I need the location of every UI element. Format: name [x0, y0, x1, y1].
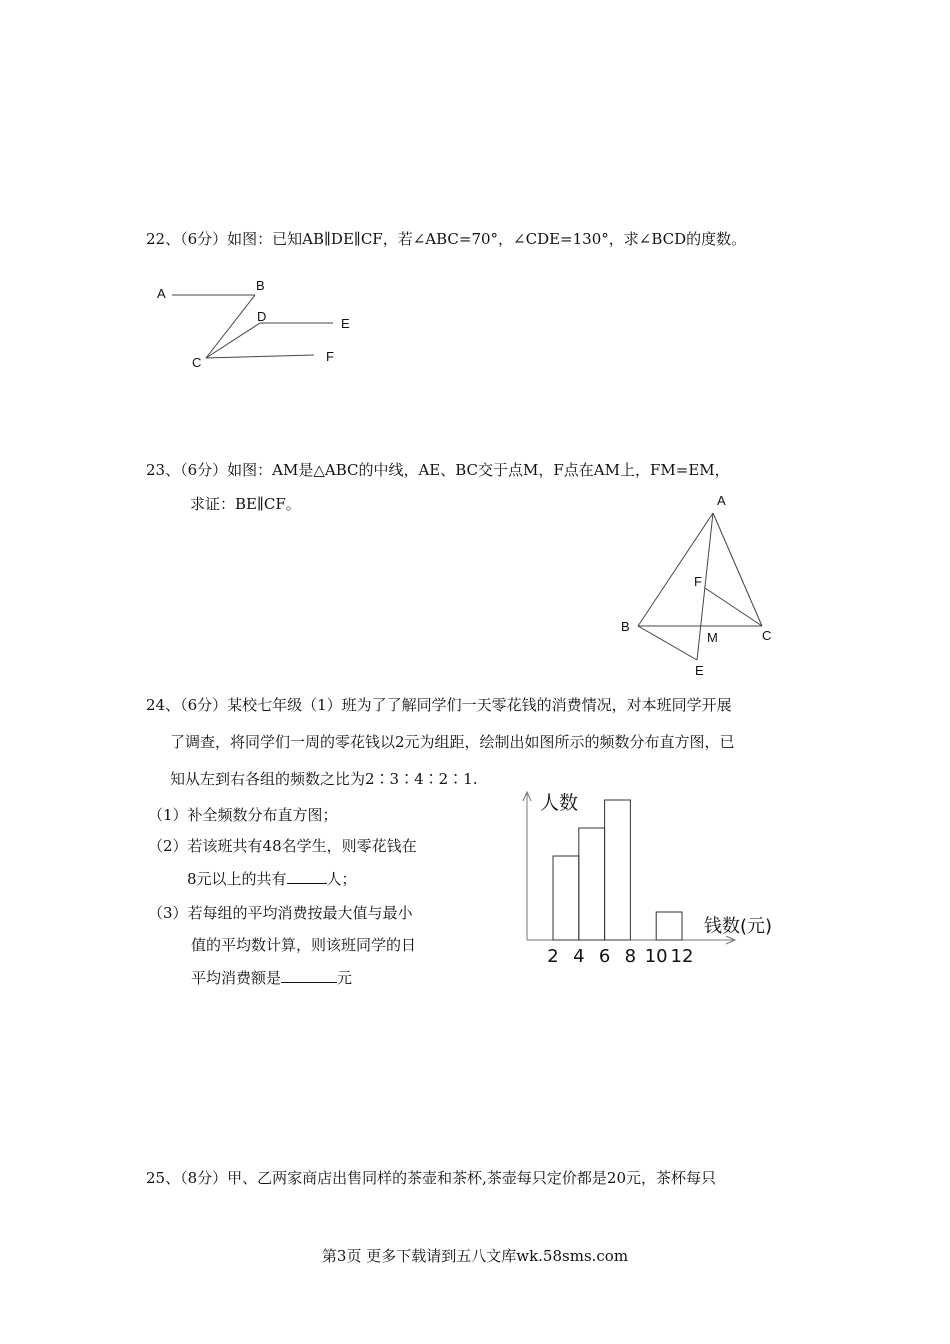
frequency-histogram [500, 782, 800, 972]
y-axis-label: 人数 [540, 792, 579, 814]
q22-text: 22、（6分）如图：已知AB∥DE∥CF，若∠ABC=70°，∠CDE=130°，求∠BCD的度数。 [146, 230, 747, 248]
q24-sub3c [191, 967, 352, 988]
histogram-bar-4-6 [579, 828, 605, 940]
x-tick-label: 8 [624, 946, 637, 967]
x-axis-label: 钱数(元) [704, 916, 773, 937]
q24-sub1: （1）补全频数分布直方图； [148, 806, 338, 824]
seg-ab [638, 513, 713, 626]
q24-sub3a: （3）若每组的平均消费按最大值与最小 [148, 904, 413, 922]
q24-sub2b [187, 868, 357, 889]
answer-blank-1[interactable] [287, 869, 327, 884]
q22-figure [150, 278, 370, 378]
seg-be [638, 626, 697, 660]
x-tick-label: 2 [547, 946, 559, 967]
page-footer: 第3页 更多下载请到五八文库wk.58sms.com [321, 1247, 629, 1265]
label-b: B [256, 278, 265, 293]
label-m: M [707, 630, 718, 645]
q24-line3: 知从左到右各组的频数之比为2∶3∶4∶2∶1. [170, 770, 478, 788]
line-dc [206, 323, 260, 358]
label-a: A [717, 493, 726, 508]
label-e: E [695, 663, 704, 678]
histogram-bar-10-12 [656, 912, 682, 940]
label-b: B [621, 619, 630, 634]
histogram-bar-6-8 [605, 800, 631, 940]
x-tick-label: 6 [598, 946, 611, 967]
label-c: C [762, 628, 772, 643]
q24-line2: 了调查，将同学们一周的零花钱以2元为组距，绘制出如图所示的频数分布直方图，已 [170, 733, 735, 751]
label-a: A [157, 286, 166, 301]
q24-sub3b: 值的平均数计算，则该班同学的日 [191, 936, 417, 954]
line-bc [206, 295, 255, 358]
q23-line1: 23、（6分）如图：AM是△ABC的中线，AE、BC交于点M，F点在AM上，FM=EM， [146, 461, 730, 479]
label-f: F [694, 574, 702, 589]
x-tick-label: 10 [644, 946, 668, 967]
sub2b-pre: 8元以上的共有 [187, 870, 287, 888]
q25-text: 25、（8分）甲、乙两家商店出售同样的茶壶和茶杯,茶壶每只定价都是20元，茶杯每只 [146, 1169, 716, 1187]
sub3c-post: 元 [337, 969, 353, 987]
seg-ac [713, 513, 762, 626]
sub3c-pre: 平均消费额是 [191, 969, 282, 987]
label-d: D [257, 309, 267, 324]
label-e: E [341, 316, 350, 331]
label-c: C [192, 355, 202, 370]
histogram-bar-2-4 [553, 856, 579, 940]
q23-figure [615, 488, 790, 683]
line-cf [206, 355, 314, 358]
label-f: F [326, 349, 334, 364]
sub2b-post: 人； [326, 870, 357, 888]
q24-sub2a: （2）若该班共有48名学生，则零花钱在 [148, 837, 417, 855]
x-tick-label: 12 [670, 946, 694, 967]
answer-blank-2[interactable] [281, 968, 337, 983]
x-tick-label: 4 [573, 946, 585, 967]
q23-line2: 求证：BE∥CF。 [190, 495, 301, 513]
q24-line1: 24、（6分）某校七年级（1）班为了了解同学们一天零花钱的消费情况，对本班同学开展 [146, 696, 732, 714]
